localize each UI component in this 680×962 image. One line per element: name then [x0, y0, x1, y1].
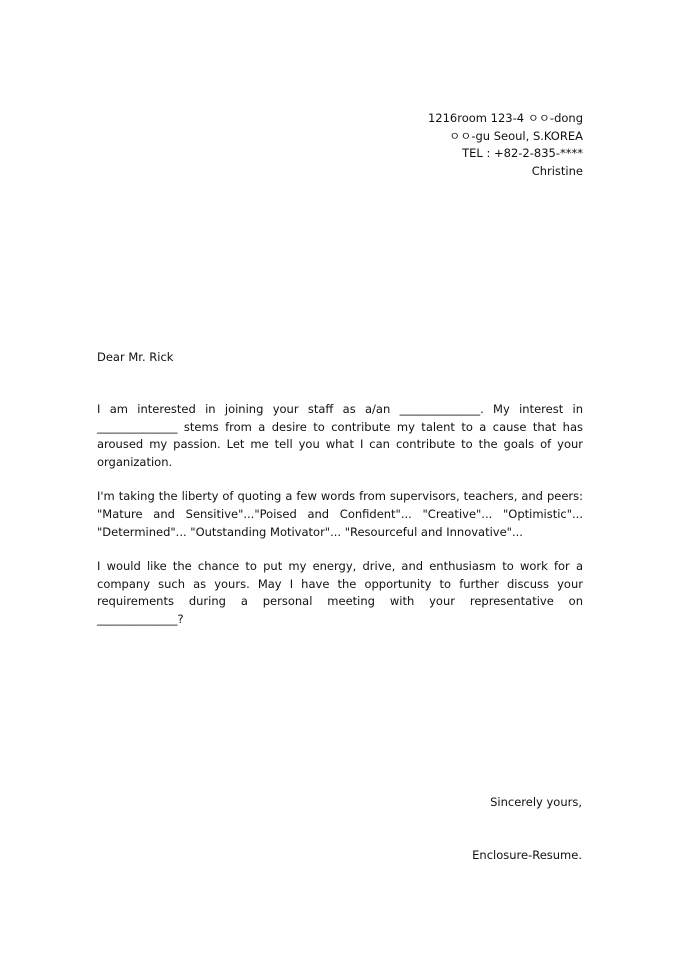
body-paragraph-2: I'm taking the liberty of quoting a few words from supervisors, teachers, and peers: "Mature and Sensitive"..."Poised and Confident"... "Creative"... "Optimistic"... "Determined"... "Outstanding Motivator"... "Resourceful and Innovative"... — [97, 489, 583, 539]
address-phone: TEL : +82-2-835-**** — [462, 146, 583, 160]
sender-address — [428, 110, 583, 180]
sender-name: Christine — [531, 163, 583, 178]
closing: Sincerely yours, — [490, 795, 582, 809]
body-paragraph-1: I am interested in joining your staff as a/an ______________. My interest in ______________ stems from a desire to contribute my talent to a cause that has aroused my passion. Let me tell you what I can contribute to the goals of your organization. — [97, 402, 583, 469]
address-line-1: 1216room 123-4 ㅇㅇ-dong — [427, 111, 583, 125]
body-paragraph-3: I would like the chance to put my energy, drive, and enthusiasm to work for a company such as yours. May I have the opportunity to further discuss your requirements during a personal meeting with your representative on ______________? — [97, 559, 583, 626]
address-line-2: ㅇㅇ-gu Seoul, S.KOREA — [449, 128, 583, 143]
enclosure-note: Enclosure-Resume. — [472, 848, 582, 862]
letter-body — [97, 401, 583, 646]
salutation: Dear Mr. Rick — [97, 350, 174, 364]
